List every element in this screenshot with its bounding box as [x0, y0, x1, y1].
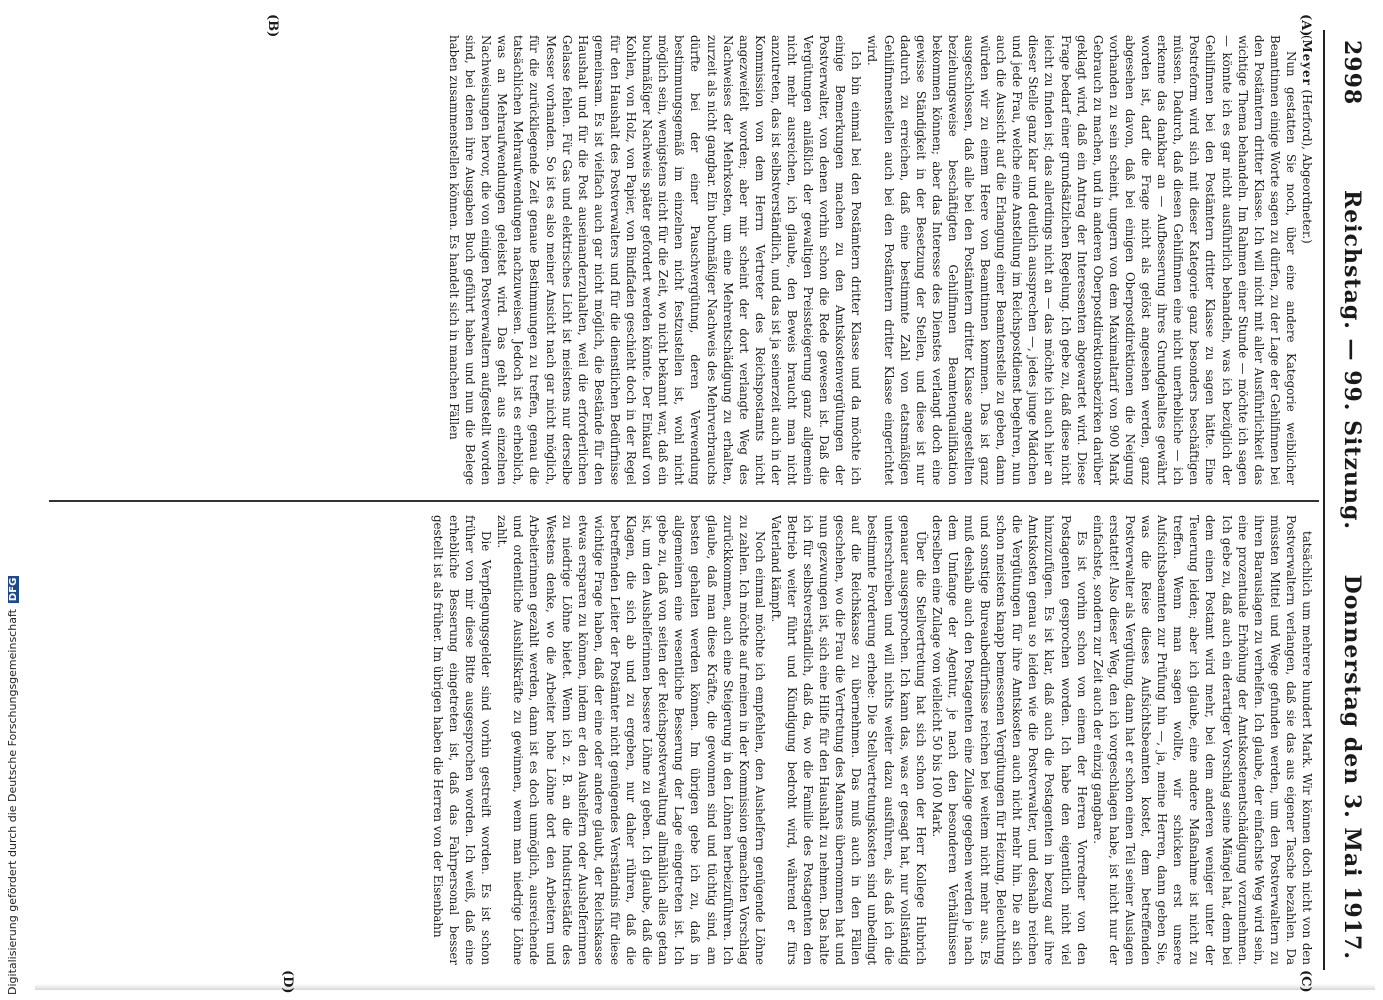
speaker-detail: (Herford), Abgeordneter. [1300, 89, 1314, 240]
paragraph: Nun gestatten Sie noch, über eine andere Kategorie weiblicher Beamtinnen einige Worte sagen zu dürfen, zu der Lage der Gehilfinnen bei den Postämtern dritter Klasse. Ich will nicht mit aller Ausführlichkeit das wichtige Thema behandeln. Im Rahmen einer Stunde — möchte ich sagen — könnte ich es gar nicht ausführlich behandeln, was ich bezüglich der Gehilfinnen bei den Postämtern dritter Klasse zu sagen hätte. Eine Postreform wird sich mit dieser Kategorie ganz besonders beschäftigen müssen. Dadurch, daß diesen Gehilfinnen eine nicht unerhebliche — ich erkenne das dankbar an — Aufbesserung ihres Grundgehaltes gewährt worden ist, darf die Frage nicht als gelöst angesehen werden, ganz abgesehen davon, daß bei einigen Oberpostdirektionen die Neigung vorhanden zu sein scheint, ungern von dem Maximaltarif von 900 Mark Gebrauch zu machen, und in anderen Oberpostdirektionsbezirken darüber geklagt wird, daß ein Antrag der Interessenten abgewartet wird. Diese Frage bedarf einer grundsätzlichen Regelung. Ich gebe zu, daß diese nicht leicht zu finden ist; das allerdings nicht an — das möchte ich auch hier an dieser Stelle ganz klar und deutlich aussprechen —, jedes junge Mädchen und jede Frau, welche eine Anstellung im Reichspostdienst begehren, nun auch die Aussicht auf die Erlangung einer Beamtenstelle zu geben, dann würden wir zu einem Heere von Beamtinnen kommen. Das ist ganz ausgeschlossen, daß alle bei den Postämtern dritter Klasse angestellten beziehungsweise beschäftigten Gehilfinnen Beamtenqualifikation bekommen können; aber das Interesse des Dienstes verlangt doch eine gewisse Ständigkeit in der Besetzung der Stellen, und diese ist nur dadurch zu erreichen, daß eine bestimmte Zahl von etatsmäßigen Gehilfinnenstellen auch bei den Postämtern dritter Klasse eingerichtet wird. [865, 35, 1298, 485]
margin-letter-b: (B) [265, 14, 280, 38]
margin-letter-c: (C) [1298, 970, 1313, 993]
paragraph: Es ist vorhin schon von einem der Herren Vorredner von den Postagenten gesprochen worden. Ich habe den eigentlich nicht viel hinzuzufügen. Es ist klar, daß auch die Postagenten in bezug auf ihre Amtskosten genau so leiden wie die Postverwalter, und deshalb reichen die Vergütungen für ihre Amtskosten auch nicht mehr hin. Die an sich schon meistens knapp bemessenen Vergütungen für Heizung, Beleuchtung und sonstige Bureaubedürfnisse reichen bei weitem nicht mehr aus. Es muß deshalb auch den Postagenten eine Zulage gegeben werden je nach dem Umfange der Agentur, je nach den besonderen Verhältnissen derselben eine Zulage von vielleicht 50 bis 100 Mark. [929, 515, 1089, 965]
margin-letter-d: (D) [280, 970, 295, 994]
digitisation-credit [6, 576, 19, 995]
paragraph: Die Verpflegungsgelder sind vorhin gestreift worden. Es ist schon früher von mir diese Bitte ausgesprochen worden. Ich weiß, daß eine erhebliche Besserung eingetreten ist, daß das Fahrpersonal besser gestellt ist als früher. Im übrigen haben die Herren von der Eisenbahn [430, 515, 494, 965]
page-number: 2998 [1339, 40, 1365, 106]
paragraph: Ich bin einmal bei den Postämtern dritter Klasse und da möchte ich einige Bemerkungen machen zu den Amtskostenvergütungen der Postverwalter, von denen vorhin schon die Rede gewesen ist. Daß die Vergütungen anläßlich der gewaltigen Preissteigerung ganz allgemein nicht mehr ausreichen, ich glaube, den Beweis braucht man nicht anzutreten, das ist selbstverständlich, und das ist ja seinerzeit auch in der Kommission von dem Herrn Vertreter des Reichspostamts nicht angezweifelt worden; aber mir scheint der dort verlangte Weg des Nachweises der Mehrkosten, um eine Mehrentschädigung zu erhalten, zurzeit als nicht gangbar. Ein buchmäßiger Nachweis des Mehrverbrauchs dürfte bei der einer Pauschvergütung, deren Verwendung bestimmungsgemäß im einzelnen nicht festzustellen ist, wohl nicht möglich sein, wenigstens nicht für die Zeit, wo nicht bekannt war, daß ein buchmäßiger Nachweis später gefordert werden könnte. Der Einkauf von Kohlen, von Holz, von Papier, von Bindfaden geschieht doch in der Regel für den Haushalt des Postverwalters und für die dienstlichen Bedürfnisse gemeinsam. Es ist vielfach auch gar nicht möglich, die Bestände für den Haushalt und für die Post auseinanderzuhalten, weil die erforderlichen Gelasse fehlen. Für Gas und elektrisches Licht ist meistens nur derselbe Messer vorhanden. So ist es also meiner Ansicht nach gar nicht möglich, für die zurückliegende Zeit genaue Bestimmungen zu treffen, genau die tatsächlichen Mehraufwendungen nachzuweisen. Jedoch ist es erheblich, was an Mehraufwendungen geleistet wird. Das geht aus einzelnen Nachweisungen hervor, die von einigen Postverwaltern aufgestellt worden sind, bei denen ihre Ausgaben Buch geführt haben und nun die Belege haben zusammenstellen können. Es handelt sich in manchen Fällen [447, 35, 864, 485]
speaker-heading: (Meyer (Herford), Abgeordneter.) [1300, 35, 1314, 244]
running-head-title: Reichstag. — 99. Sitzung. [1339, 190, 1365, 531]
right-text-column [45, 515, 1315, 965]
speaker-name: Meyer [1300, 39, 1314, 86]
paragraph: Über die Stellvertretung hat sich schon der Herr Kollege Hubrich genauer ausgesprochen. Ich kann das, was er gesagt hat, nur vollständig unterschreiben und will nichts weiter dazu ausführen, als daß ich die bestimmte Forderung erhebe: Die Stellvertretungskosten sind unbedingt auf die Reichskasse zu übernehmen. Das muß auch in den Fällen geschehen, wo die Frau die Vertretung des Mannes übernommen hat und nun gezwungen ist, sich eine Hilfe für den Haushalt zu nehmen. Das halte ich für selbstverständlich, daß da, wo die Familie des Postagenten den Betrieb weiter führt und Kündigung bedroht wird, während er fürs Vaterland kämpft. [768, 515, 928, 965]
running-head [1335, 40, 1365, 960]
paragraph: tatsächlich um mehrere hundert Mark. Wir können doch nicht von den Postverwaltern verlangen, daß sie das aus eigener Tasche bezahlen. Da müssten Mittel und Wege gefunden werden, um den Postverwaltern zu ihren Barauslagen zu verhelfen. Ich glaube, der einfachste Weg wird sein, eine prozentuale Erhöhung der Amtskostenentschädigung vorzunehmen. Ich gebe zu, daß auch ein derartiger Vorschlag seine Mängel hat, denn bei dem einen Postamt wird mehr, bei dem anderen weniger unter der Teuerung leiden; aber ich glaube, eine andere Maßnahme ist nicht zu treffen. Wenn man sagen wollte, wir schicken erst unsere Aufsichtsbeamten zur Prüfung hin —, ja, meine Herren, dann geben Sie, was die Reise dieses Aufsichtsbeamten kostet, dem betreffenden Postverwalter als Vergütung, dann hat er schon einen Teil seiner Auslagen erstattet! Also dieser Weg, den ich vorgeschlagen habe, ist nicht nur der einfachste, sondern zur Zeit auch der einzig gangbare. [1090, 515, 1314, 965]
credit-text: Digitalisierung gefördert durch die Deutsche Forschungsgemeinschaft [6, 609, 19, 995]
paragraph: Noch einmal möchte ich empfehlen, den Aushelfern genügende Löhne zu zahlen. Ich möchte auf meinen in der Kommission gemachten Vorschlag zurückkommen, auch eine Steigerung in den Löhnen herbeizuführen. Ich glaube, daß man diese Kräfte, die gewonnen sind und tüchtig sind, am besten gehalten werden können. Im übrigen gebe ich zu, daß in allgemeinen eine wesentliche Besserung der Lage eingetreten ist. Ich gebe zu, daß von seiten der Reichspostverwaltung allmählich alles getan ist, um den Aushelferinnen bessere Löhne zu geben. Ich glaube, daß die Klagen, die sich ab und zu ergeben, nur daher rühren, daß die betreffenden Leiter der Postämter nicht genügendes Verständnis für diese wichtige Frage haben, daß der eine oder andere glaubt, der Reichskasse etwas ersparen zu können, indem er den Aushelfern oder Aushelferinnen zu niedrige Löhne bietet. Wenn ich z. B. an die Industriestädte des Westens denke, wo die Arbeiter hohe Löhne dort den Arbeitern und Arbeiterinnen gezahlt werden, dann ist es doch unmöglich, ausreichende und ordentliche Aushilfskräfte zu gewinnen, wenn man niedrige Löhne zahlt. [495, 515, 767, 965]
paper-edge-shadow [35, 984, 1375, 990]
margin-letter-a: (A) [1298, 14, 1313, 37]
header-rule [1323, 30, 1325, 970]
dfg-logo-icon: DFG [7, 577, 19, 602]
left-text-column [45, 35, 1315, 485]
running-head-date: Donnerstag den 3. Mai 1917. [1339, 574, 1365, 960]
rotated-newspaper-page [35, 10, 1375, 994]
column-divider [49, 500, 1319, 502]
